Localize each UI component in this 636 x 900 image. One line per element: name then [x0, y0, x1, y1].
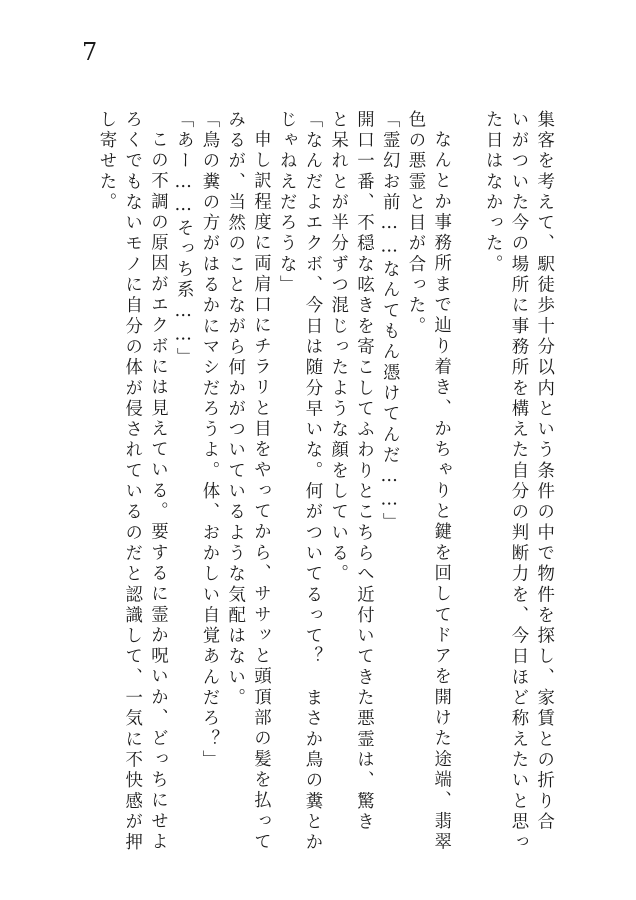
text-line: ろくでもないモノに自分の体が侵されているのだと認識して、一気に不快感が押 — [121, 110, 142, 854]
page-number: 7 — [82, 38, 98, 66]
blank-line — [457, 110, 475, 872]
text-line: と呆れとが半分ずつ混じったような顔をしている。 — [327, 110, 348, 585]
text-line: し寄せた。 — [96, 110, 116, 214]
text-line: 「鳥の糞の方がはるかにマシだろうよ。体、おかしい自覚あんだろ？」 — [199, 110, 219, 771]
text-line: 申し訳程度に両肩口にチラリと目をやってから、ササッと頭頂部の髪を払って — [250, 130, 271, 853]
text-line: みるが、当然のことながら何かがついているような気配はない。 — [224, 110, 245, 709]
text-line: 集客を考えて、駅徒歩十分以内という条件の中で物件を探し、家賃との折り合 — [533, 110, 554, 833]
text-line: じゃねえだろうな」 — [276, 110, 297, 296]
text-line: 「なんだよエクボ、今日は随分早いな。何がついてるって？ まさか鳥の糞とか — [302, 110, 322, 854]
vertical-text-body — [96, 110, 552, 872]
text-line: 色の悪霊と目が合った。 — [405, 110, 425, 338]
text-line: この不調の原因がエクボには見えている。要するに霊か呪いか、どっちにせよ — [147, 130, 168, 853]
text-line: 「霊幻お前……なんてもん憑けてんだ……」 — [379, 110, 400, 534]
text-line: た日はなかった。 — [482, 110, 503, 276]
text-line: いがついた今の場所に事務所を構えた自分の判断力を、今日ほど称えたいと思っ — [508, 110, 528, 854]
text-line: 開口一番、不穏な呟きを寄こしてふわりとこちらへ近付いてきた悪霊は、驚き — [353, 110, 374, 833]
text-line: なんとか事務所まで辿り着き、かちゃりと鍵を回してドアを開けた途端、翡翠 — [430, 130, 451, 853]
text-line: 「あー……そっち系……」 — [173, 110, 194, 369]
